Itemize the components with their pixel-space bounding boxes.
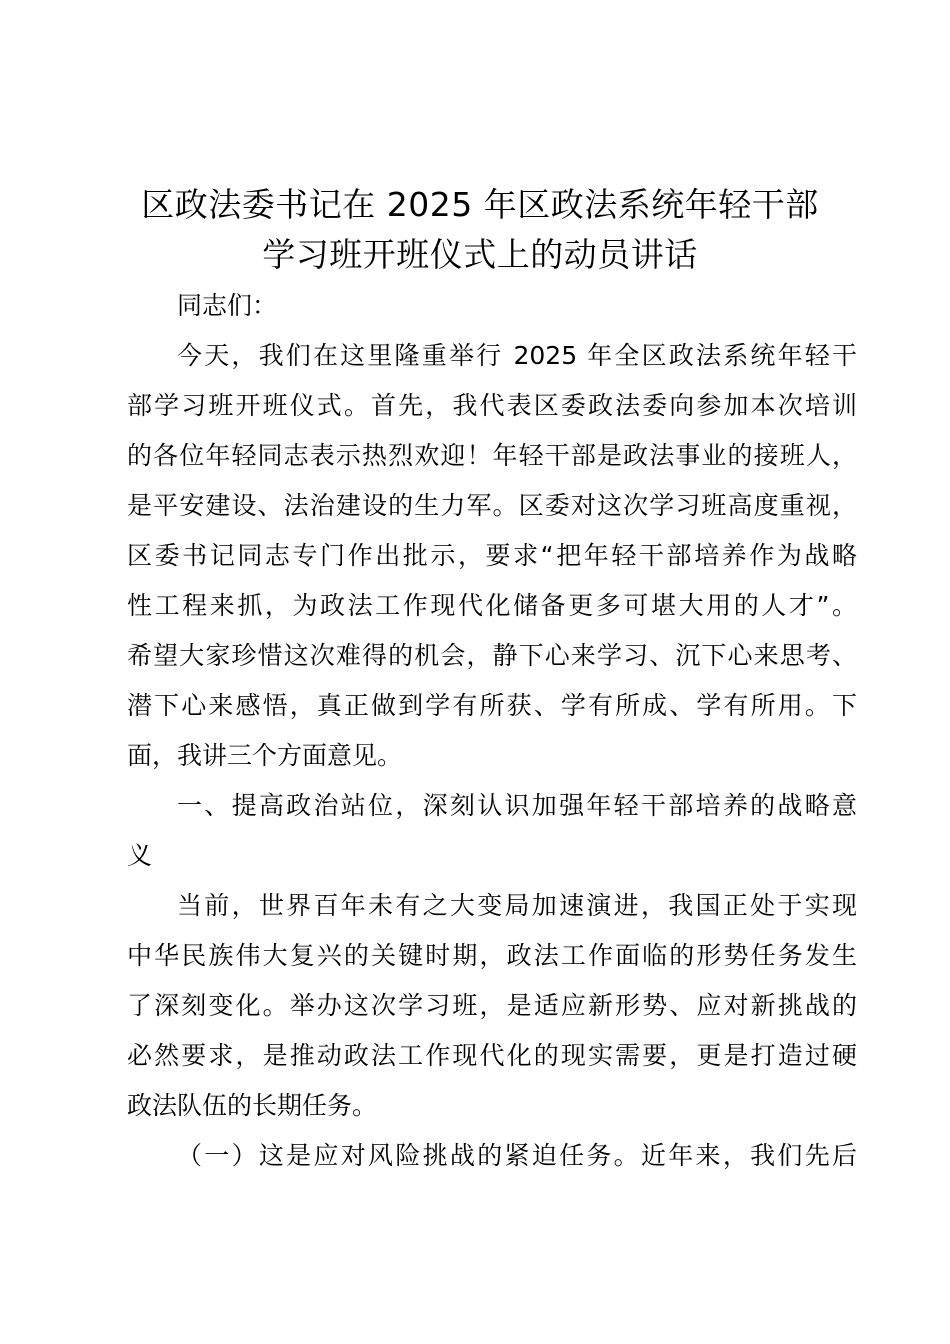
body-line: 希望大家珍惜这次难得的机会，静下心来学习、沉下心来思考、 [127,641,857,670]
body-line: 部学习班开班仪式。首先，我代表区委政法委向参加本次培训 [127,391,857,420]
subsection-line: （一）这是应对风险挑战的紧迫任务。近年来，我们先后 [177,1141,857,1170]
body-line: 今天，我们在这里隆重举行 2025 年全区政法系统年轻干 [177,341,857,370]
body-line: 面，我讲三个方面意见。 [127,741,403,770]
document-title-line-1: 区政法委书记在 2025 年区政法系统年轻干部 [141,185,819,224]
body-line: 了深刻变化。举办这次学习班，是适应新形势、应对新挑战的 [127,991,857,1020]
section-heading-line: 一、提高政治站位，深刻认识加强年轻干部培养的战略意 [177,791,857,820]
body-line: 性工程来抓，为政法工作现代化储备更多可堪大用的人才”。 [127,591,857,620]
body-line: 的各位年轻同志表示热烈欢迎！年轻干部是政法事业的接班人， [127,441,857,470]
body-line: 是平安建设、法治建设的生力军。区委对这次学习班高度重视， [127,491,857,520]
body-line: 政法队伍的长期任务。 [127,1091,378,1120]
body-line: 当前，世界百年未有之大变局加速演进，我国正处于实现 [177,891,857,920]
body-line: 必然要求，是推动政法工作现代化的现实需要，更是打造过硬 [127,1041,857,1070]
body-line: 中华民族伟大复兴的关键时期，政法工作面临的形势任务发生 [127,941,857,970]
salutation: 同志们： [177,291,278,320]
body-line: 区委书记同志专门作出批示，要求“把年轻干部培养作为战略 [127,541,857,570]
document-title-line-2: 学习班开班仪式上的动员讲话 [262,235,698,274]
section-heading-line: 义 [127,841,153,870]
body-line: 潜下心来感悟，真正做到学有所获、学有所成、学有所用。下 [127,691,857,720]
